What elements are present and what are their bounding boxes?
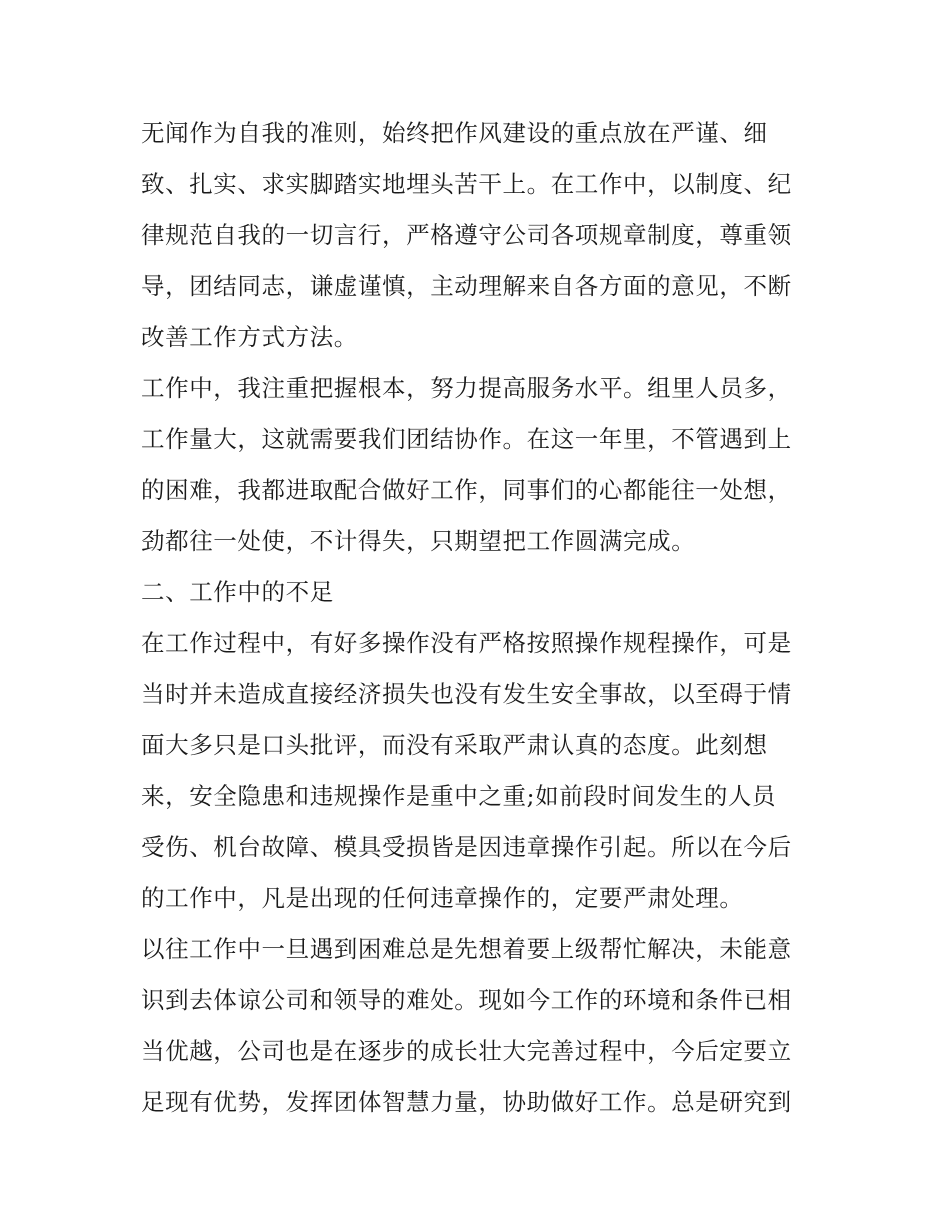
text-line: 当时并未造成直接经济损失也没有发生安全事故，以至碍于情 xyxy=(141,680,792,708)
text-line: 律规范自我的一切言行，严格遵守公司各项规章制度，尊重领 xyxy=(141,221,792,249)
text-line: 的困难，我都进取配合做好工作，同事们的心都能往一处想， xyxy=(141,476,792,504)
text-line: 识到去体谅公司和领导的难处。现如今工作的环境和条件已相 xyxy=(141,986,792,1014)
text-line: 在工作过程中，有好多操作没有严格按照操作规程操作，可是 xyxy=(141,629,792,657)
text-line: 工作中，我注重把握根本，努力提高服务水平。组里人员多， xyxy=(141,374,792,402)
text-line: 来，安全隐患和违规操作是重中之重;如前段时间发生的人员 xyxy=(141,782,777,810)
text-line: 受伤、机台故障、模具受损皆是因违章操作引起。所以在今后 xyxy=(141,833,792,861)
text-line: 无闻作为自我的准则，始终把作风建设的重点放在严谨、细 xyxy=(141,119,768,147)
text-line: 导，团结同志，谦虚谨慎，主动理解来自各方面的意见，不断 xyxy=(141,272,792,300)
text-line: 改善工作方式方法。 xyxy=(141,323,358,351)
text-line: 致、扎实、求实脚踏实地埋头苦干上。在工作中，以制度、纪 xyxy=(141,170,792,198)
text-line: 的工作中，凡是出现的任何违章操作的，定要严肃处理。 xyxy=(141,884,744,912)
text-line: 以往工作中一旦遇到困难总是先想着要上级帮忙解决，未能意 xyxy=(141,935,792,963)
text-line: 足现有优势，发挥团体智慧力量，协助做好工作。总是研究到 xyxy=(141,1088,792,1116)
text-line: 劲都往一处使，不计得失，只期望把工作圆满完成。 xyxy=(141,527,696,555)
text-line: 当优越，公司也是在逐步的成长壮大完善过程中，今后定要立 xyxy=(141,1037,792,1065)
document-body xyxy=(141,108,821,1128)
text-line: 面大多只是口头批评，而没有采取严肃认真的态度。此刻想 xyxy=(141,731,768,759)
text-line: 工作量大，这就需要我们团结协作。在这一年里，不管遇到上 xyxy=(141,425,792,453)
section-heading: 二、工作中的不足 xyxy=(141,578,334,606)
